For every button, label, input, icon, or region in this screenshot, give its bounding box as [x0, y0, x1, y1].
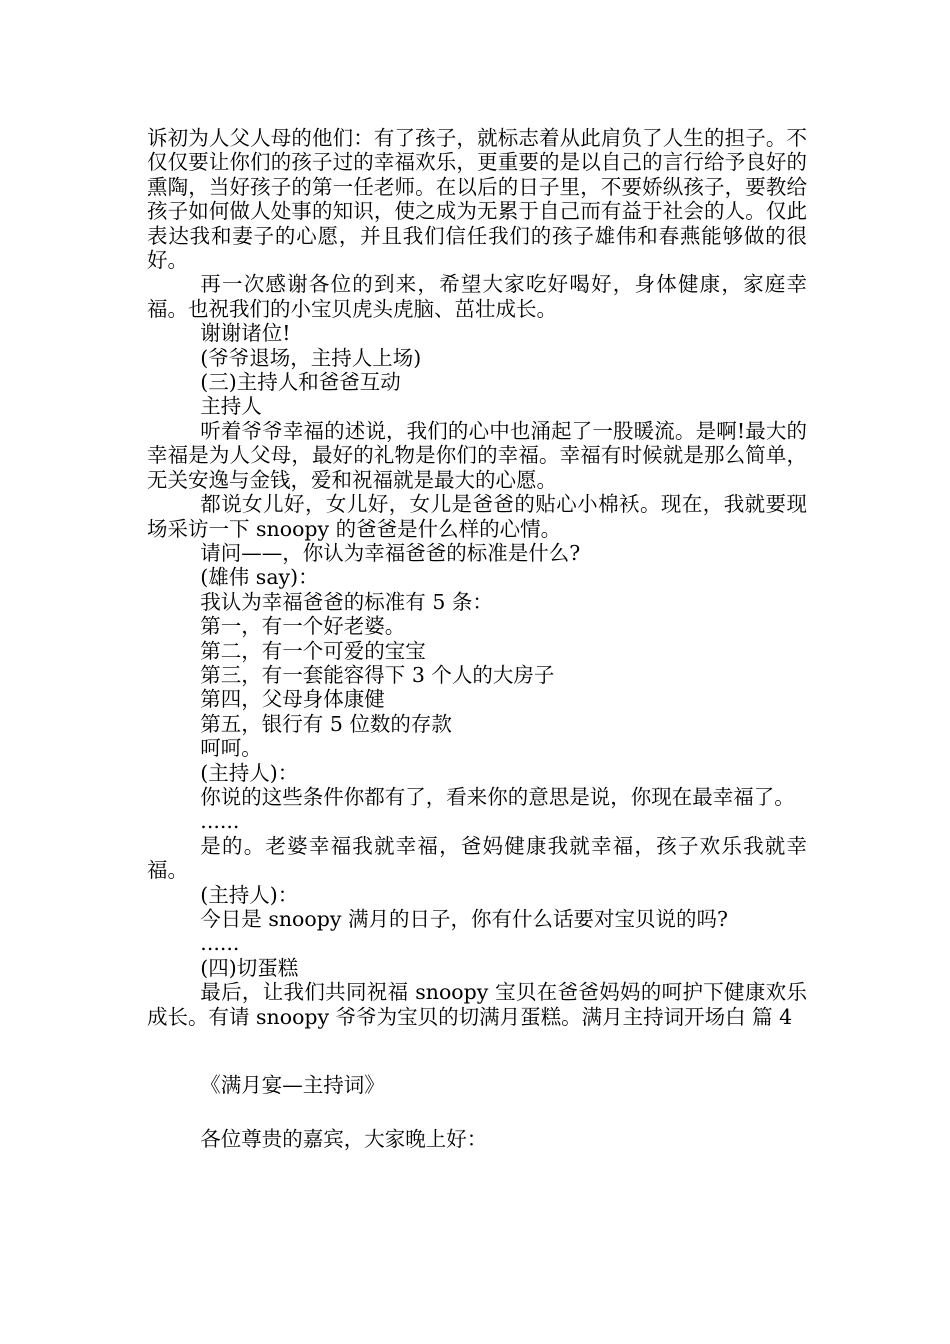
list-item: 第一，有一个好老婆。	[200, 614, 406, 639]
list-item: 第三，有一套能容得下 3 个人的大房子	[200, 662, 555, 687]
paragraph-continuation: 诉初为人父人母的他们：有了孩子，就标志着从此肩负了人生的担子。不仅仅要让你们的孩子过的幸福欢乐，更重要的是以自己的言行给予良好的熏陶，当好孩子的第一任老师。在以后的日子里，不要娇纵孩子，要教给孩子如何做人处事的知识，使之成为无累于自己而有益于社会的人。仅此表达我和妻子的心愿，并且我们信任我们的孩子雄伟和春燕能够做的很好。	[147, 126, 807, 273]
list-item: 第五，银行有 5 位数的存款	[200, 711, 452, 736]
ellipsis: ......	[200, 931, 240, 956]
paragraph-father-reply: 是的。老婆幸福我就幸福，爸妈健康我就幸福，孩子欢乐我就幸福。	[147, 833, 807, 883]
paragraph-host-reply: 你说的这些条件你都有了，看来你的意思是说，你现在最幸福了。	[200, 784, 795, 809]
paragraph-thanks: 再一次感谢各位的到来，希望大家吃好喝好，身体健康，家庭幸福。也祝我们的小宝贝虎头虎脑、茁壮成长。	[147, 272, 807, 321]
speaker-label: 主持人	[200, 394, 262, 419]
paragraph-greeting: 各位尊贵的嘉宾，大家晚上好：	[200, 1127, 488, 1152]
section-heading-4: (四)切蛋糕	[200, 955, 299, 980]
paragraph-host-question: 今日是 snoopy 满月的日子，你有什么话要对宝贝说的吗?	[200, 907, 728, 931]
speaker-label: (雄伟 say)：	[200, 565, 319, 590]
section-title: 《满月宴—主持词》	[200, 1073, 385, 1098]
paragraph-host-speech: 听着爷爷幸福的述说，我们的心中也涌起了一股暖流。是啊!最大的幸福是为人父母，最好的礼物是你们的幸福。幸福有时候就是那么简单，无关安逸与金钱，爱和祝福就是最大的心愿。	[147, 418, 807, 492]
speaker-label: (主持人)：	[200, 882, 299, 907]
paragraph-laugh: 呵呵。	[200, 736, 262, 761]
section-heading-3: (三)主持人和爸爸互动	[200, 370, 401, 395]
document-page	[147, 126, 807, 1152]
stage-direction: (爷爷退场，主持人上场)	[200, 345, 422, 370]
list-item: 第四，父母身体康健	[200, 687, 385, 712]
paragraph-thank-you: 谢谢诸位!	[200, 321, 291, 346]
speaker-label: (主持人)：	[200, 760, 299, 785]
paragraph-daughter: 都说女儿好，女儿好，女儿是爸爸的贴心小棉袄。现在，我就要现场采访一下 snoopy 的爸爸是什么样的心情。	[147, 492, 807, 541]
list-item: 第二，有一个可爱的宝宝	[200, 638, 426, 663]
ellipsis: ......	[200, 809, 240, 834]
paragraph-question: 请问——，你认为幸福爸爸的标准是什么?	[200, 540, 581, 565]
paragraph-answer-intro: 我认为幸福爸爸的标准有 5 条：	[200, 589, 493, 614]
paragraph-closing: 最后，让我们共同祝福 snoopy 宝贝在爸爸妈妈的呵护下健康欢乐成长。有请 snoopy 爷爷为宝贝的切满月蛋糕。满月主持词开场白 篇 4	[147, 980, 807, 1029]
